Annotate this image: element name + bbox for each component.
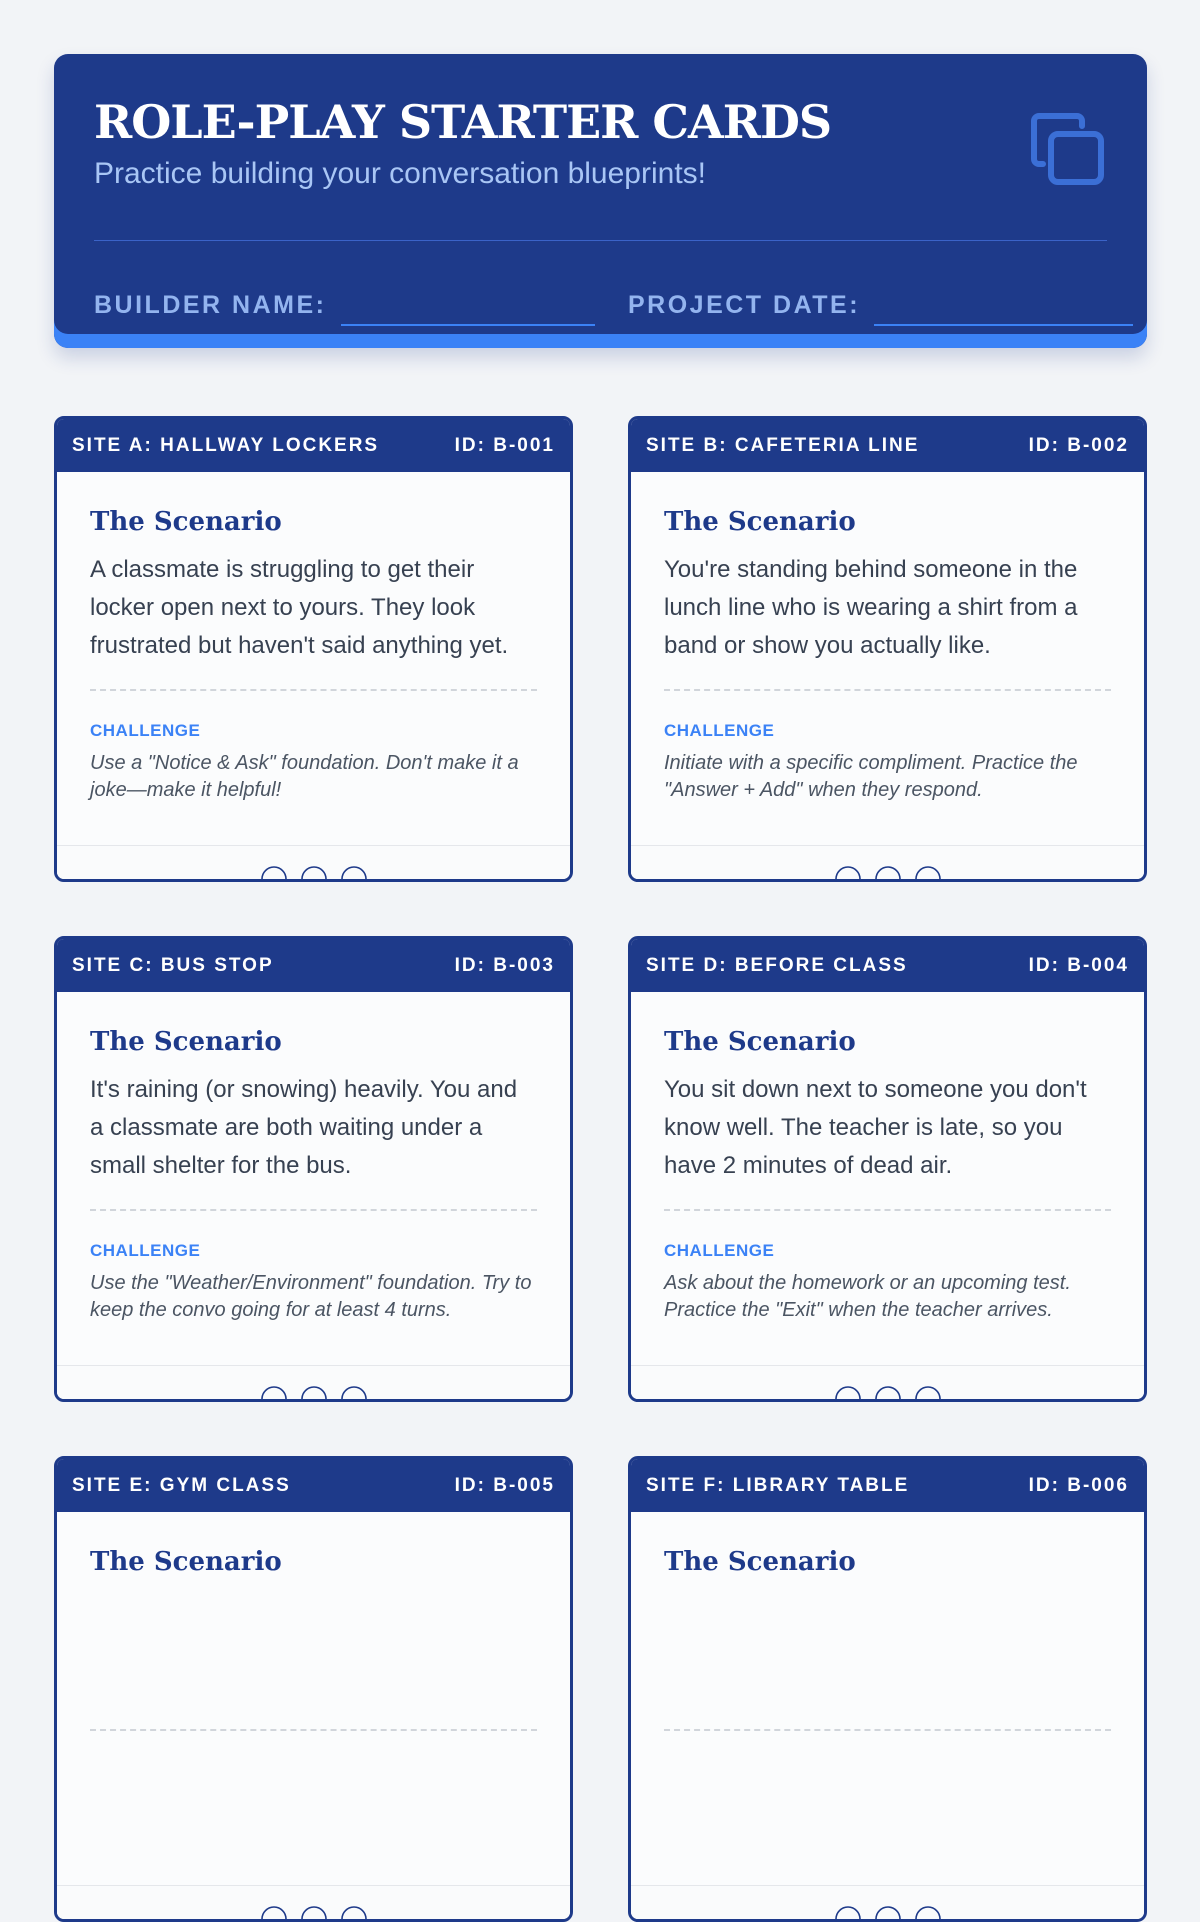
challenge-text: Use the "Weather/Environment" foundation. Try to keep the convo going for at least 4 turns. <box>90 1272 532 1321</box>
card-heading: The Scenario <box>664 1547 856 1577</box>
challenge-label: CHALLENGE <box>664 1241 775 1260</box>
scenario-text: It's raining (or snowing) heavily. You and a classmate are both waiting under a small shelter for the bus. <box>90 1076 518 1179</box>
scenario-card-f <box>628 1456 1147 1922</box>
scenario-text <box>90 1591 537 1707</box>
page-subtitle: Practice building your conversation blueprints! <box>94 157 706 190</box>
card-heading: The Scenario <box>90 1547 282 1577</box>
card-header <box>57 419 570 472</box>
card-header <box>57 1459 570 1512</box>
card-header <box>57 939 570 992</box>
card-footer <box>57 1885 570 1919</box>
card-id-label: ID: B-004 <box>1028 954 1129 976</box>
scenario-text: A classmate is struggling to get their locker open next to yours. They look frustrated but haven't said anything yet. <box>90 556 509 659</box>
card-divider <box>90 1209 537 1211</box>
card-heading: The Scenario <box>664 1027 856 1057</box>
card-site-label: SITE B: CAFETERIA LINE <box>646 434 920 456</box>
card-footer <box>57 1365 570 1399</box>
scenario-text: You're standing behind someone in the lunch line who is wearing a shirt from a band or show you actually like. <box>664 556 1078 659</box>
scenario-card-e <box>54 1456 573 1922</box>
card-body <box>57 472 570 804</box>
scenario-text <box>664 1591 1111 1707</box>
card-heading: The Scenario <box>664 507 856 537</box>
card-footer <box>631 845 1144 879</box>
card-body <box>631 1512 1144 1731</box>
card-divider <box>90 1729 537 1731</box>
card-site-label: SITE C: BUS STOP <box>72 954 274 976</box>
card-site-label: SITE F: LIBRARY TABLE <box>646 1474 910 1496</box>
rings-icon <box>258 1906 370 1922</box>
card-id-label: ID: B-003 <box>454 954 555 976</box>
card-id-label: ID: B-001 <box>454 434 555 456</box>
card-header <box>631 1459 1144 1512</box>
card-site-label: SITE A: HALLWAY LOCKERS <box>72 434 380 456</box>
rings-icon <box>258 866 370 882</box>
card-header <box>631 419 1144 472</box>
card-divider <box>664 1209 1111 1211</box>
project-date-input[interactable] <box>874 284 1133 326</box>
card-body <box>631 472 1144 804</box>
scenario-card-d <box>628 936 1147 1402</box>
challenge-label: CHALLENGE <box>90 721 201 740</box>
card-id-label: ID: B-002 <box>1028 434 1129 456</box>
card-id-label: ID: B-005 <box>454 1474 555 1496</box>
card-divider <box>90 689 537 691</box>
card-divider <box>664 1729 1111 1731</box>
card-divider <box>664 689 1111 691</box>
builder-name-label: BUILDER NAME: <box>94 291 327 319</box>
scenario-card-b <box>628 416 1147 882</box>
challenge-label: CHALLENGE <box>664 721 775 740</box>
challenge-text: Use a "Notice & Ask" foundation. Don't make it a joke—make it helpful! <box>90 752 519 801</box>
builder-name-field <box>94 276 595 326</box>
scenario-card-c <box>54 936 573 1402</box>
card-body <box>57 1512 570 1731</box>
card-body <box>631 992 1144 1324</box>
card-footer <box>631 1885 1144 1919</box>
page-header <box>54 54 1147 348</box>
card-heading: The Scenario <box>90 1027 282 1057</box>
card-footer <box>631 1365 1144 1399</box>
card-footer <box>57 845 570 879</box>
header-divider <box>94 240 1107 241</box>
rings-icon <box>258 1386 370 1402</box>
scenario-card-a <box>54 416 573 882</box>
challenge-label: CHALLENGE <box>90 1241 201 1260</box>
project-date-label: PROJECT DATE: <box>628 291 861 319</box>
builder-name-input[interactable] <box>341 284 595 326</box>
page-title: ROLE-PLAY STARTER CARDS <box>94 95 832 149</box>
challenge-text: Initiate with a specific compliment. Practice the "Answer + Add" when they respond. <box>664 752 1078 801</box>
card-id-label: ID: B-006 <box>1028 1474 1129 1496</box>
challenge-text: Ask about the homework or an upcoming test. Practice the "Exit" when the teacher arrives. <box>664 1272 1071 1321</box>
card-body <box>57 992 570 1324</box>
copy-icon <box>1029 110 1107 188</box>
rings-icon <box>832 1906 944 1922</box>
card-header <box>631 939 1144 992</box>
card-site-label: SITE D: BEFORE CLASS <box>646 954 908 976</box>
rings-icon <box>832 1386 944 1402</box>
project-date-field <box>628 276 1133 326</box>
card-heading: The Scenario <box>90 507 282 537</box>
card-site-label: SITE E: GYM CLASS <box>72 1474 291 1496</box>
rings-icon <box>832 866 944 882</box>
scenario-text: You sit down next to someone you don't know well. The teacher is late, so you have 2 minutes of dead air. <box>664 1076 1087 1179</box>
